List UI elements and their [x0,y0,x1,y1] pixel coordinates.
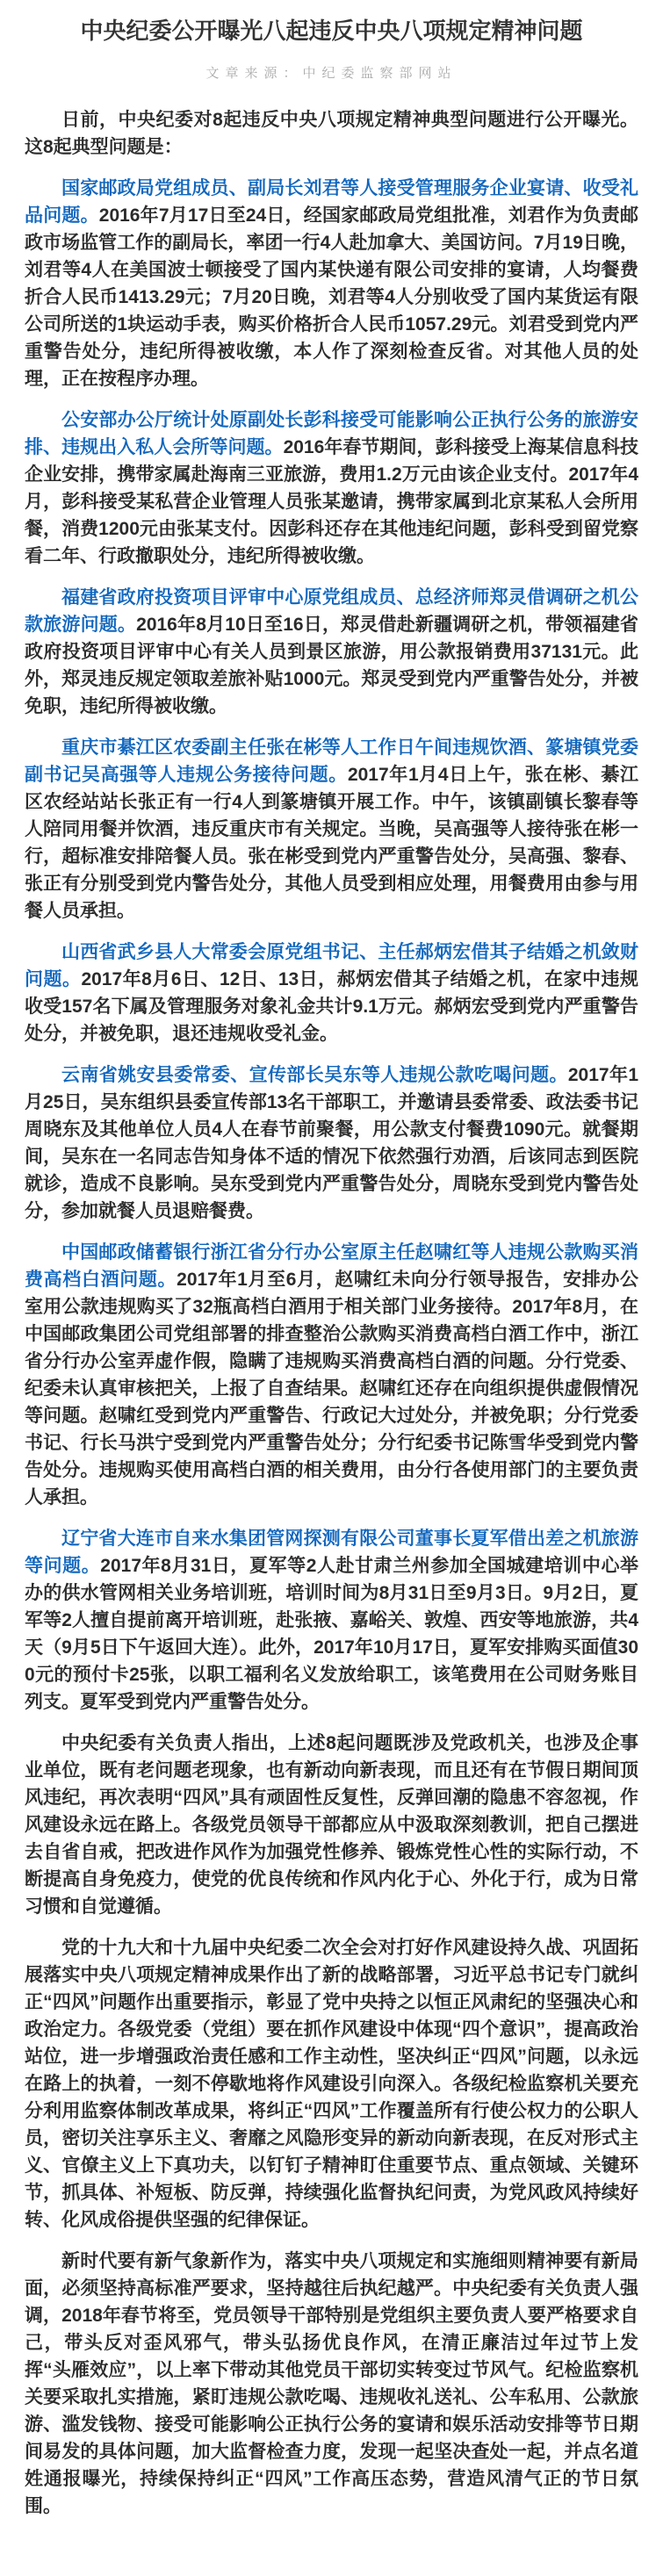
case-heading: 公安部办公厅统计处原副处长彭科接受可能影响公正执行公务的旅游安排、违规出入私人会所等问题。 [25,410,638,457]
case-paragraph [25,407,638,570]
case-body: 2017年1月25日，吴东组织县委宣传部13名干部职工，并邀请县委常委、政法委书记周晓东及其他单位人员4人在春节前聚餐，用公款支付餐费1090元。就餐期间，吴东在一名同志告知身体不适的情况下依然强行劝酒，后该同志到医院就诊，造成不良影响。吴东受到党内严重警告处分，周晓东受到党内警告处分，参加就餐人员退赔餐费。 [25,1065,639,1221]
article-source: 文章来源：中纪委监察部网站 [205,65,458,81]
case-body: 2017年1月4日上午，张在彬、綦江区农经站站长张正有一行4人到篆塘镇开展工作。中午，该镇副镇长黎春等人陪同用餐并饮酒，违反重庆市有关规定。当晚，吴高强等人接待张在彬一行，超标准安排陪餐人员。张在彬受到党内严重警告处分，吴高强、黎春、张正有分别受到党内警告处分，其他人员受到相应处理，用餐费用由参与用餐人员承担。 [25,765,639,921]
case-paragraph [25,939,638,1047]
page-title: 中央纪委公开曝光八起违反中央八项规定精神问题 [80,18,583,44]
closing-paragraph: 中央纪委有关负责人指出，上述8起问题既涉及党政机关，也涉及企事业单位，既有老问题老现象，也有新动向新表现，而且还有在节假日期间顶风违纪，再次表明“四风”具有顽固性反复性，反弹回潮的隐患不容忽视，作风建设永远在路上。各级党员领导干部都应从中汲取深刻教训，把自己摆进去自省自戒，把改进作风作为加强党性修养、锻炼党性心性的实际行动，不断提高自身免疫力，使党的优良传统和作风内化于心、外化于行，成为日常习惯和自觉遵循。 [25,1733,638,1917]
case-paragraph [25,584,638,720]
case-heading: 重庆市綦江区农委副主任张在彬等人工作日午间违规饮酒、篆塘镇党委副书记吴高强等人违规公务接待问题。 [25,738,638,785]
case-body: 2017年1月至6月，赵啸红未向分行领导报告，安排办公室用公款违规购买了32瓶高档白酒用于相关部门业务接待。2017年8月，在中国邮政集团公司党组部署的排查整治公款购买消费高档白酒工作中，浙江省分行办公室弄虚作假，隐瞒了违规购买消费高档白酒的问题。分行党委、纪委未认真审核把关，上报了自查结果。赵啸红还存在向组织提供虚假情况等问题。赵啸红受到党内严重警告、行政记大过处分，并被免职；分行党委书记、行长马洪宁受到党内严重警告处分；分行纪委书记陈雪华受到党内警告处分。违规购买使用高档白酒的相关费用，由分行各使用部门的主要负责人承担。 [25,1270,638,1507]
case-body: 2016年8月10日至16日，郑灵借赴新疆调研之机，带领福建省政府投资项目评审中心有关人员到景区旅游，用公款报销费用37131元。此外，郑灵违反规定领取差旅补贴1000元。郑灵受到党内严重警告处分，并被免职，违纪所得被收缴。 [25,615,638,716]
case-paragraph [25,1525,638,1716]
case-heading: 中国邮政储蓄银行浙江省分行办公室原主任赵啸红等人违规公款购买消费高档白酒问题。 [25,1242,638,1290]
closing-paragraph: 新时代要有新气象新作为，落实中央八项规定和实施细则精神要有新局面，必须坚持高标准严要求，坚持越往后执纪越严。中央纪委有关负责人强调，2018年春节将至，党员领导干部特别是党组织主要负责人要严格要求自己，带头反对歪风邪气，带头弘扬优良作风，在清正廉洁过年过节上发挥“头雁效应”，以上率下带动其他党员干部切实转变过节风气。纪检监察机关要采取扎实措施，紧盯违规公款吃喝、违规收礼送礼、公车私用、公款旅游、滥发钱物、接受可能影响公正执行公务的宴请和娱乐活动安排等节日期间易发的具体问题，加大监督检查力度，发现一起坚决查处一起，并点名道姓通报曝光，持续保持纠正“四风”工作高压态势，营造风清气正的节日氛围。 [25,2251,638,2516]
case-heading: 山西省武乡县人大常委会原党组书记、主任郝炳宏借其子结婚之机敛财问题。 [25,942,638,989]
case-body: 2016年春节期间，彭科接受上海某信息科技企业安排，携带家属赴海南三亚旅游，费用1.2万元由该企业支付。2017年4月，彭科接受某私营企业管理人员张某邀请，携带家属到北京某私人会所用餐，消费1200元由张某支付。因彭科还存在其他违纪问题，彭科受到留党察看二年、行政撤职处分，违纪所得被收缴。 [25,437,638,566]
case-body: 2017年8月6日、12日、13日，郝炳宏借其子结婚之机，在家中违规收受157名下属及管理服务对象礼金共计9.1万元。郝炳宏受到党内严重警告处分，并被免职，退还违规收受礼金。 [25,969,639,1044]
case-heading: 云南省姚安县委常委、宣传部长吴东等人违规公款吃喝问题。 [61,1065,568,1085]
case-paragraph [25,1239,638,1511]
intro-paragraph: 日前，中央纪委对8起违反中央八项规定精神典型问题进行公开曝光。这8起典型问题是： [25,110,638,157]
case-body: 2017年8月31日，夏军等2人赴甘肃兰州参加全国城建培训中心举办的供水管网相关业务培训班，培训时间为8月31日至9月3日。9月2日，夏军等2人擅自提前离开培训班，赴张掖、嘉峪关、敦煌、西安等地旅游，共4天（9月5日下午返回大连）。此外，2017年10月17日，夏军安排购买面值300元的预付卡25张，以职工福利名义发放给职工，该笔费用在公司财务账目列支。夏军受到党内严重警告处分。 [25,1556,639,1712]
case-body: 2016年7月17日至24日，经国家邮政局党组批准，刘君作为负责邮政市场监管工作的副局长，率团一行4人赴加拿大、美国访问。7月19日晚，刘君等4人在美国波士顿接受了国内某快递有限公司安排的宴请，人均餐费折合人民币1413.29元；7月20日晚，刘君等4人分别收受了国内某货运有限公司所送的1块运动手表，购买价格折合人民币1057.29元。刘君受到党内严重警告处分，违纪所得被收缴，本人作了深刻检查反省。对其他人员的处理，正在按程序办理。 [25,205,638,389]
case-paragraph [25,175,638,392]
case-heading: 辽宁省大连市自来水集团管网探测有限公司董事长夏军借出差之机旅游等问题。 [25,1529,638,1576]
case-heading: 福建省政府投资项目评审中心原党组成员、总经济师郑灵借调研之机公款旅游问题。 [25,587,638,635]
case-paragraph [25,1061,638,1225]
case-paragraph [25,734,638,925]
closing-paragraph: 党的十九大和十九届中央纪委二次全会对打好作风建设持久战、巩固拓展落实中央八项规定精神成果作出了新的战略部署，习近平总书记专门就纠正“四风”问题作出重要指示，彰显了党中央持之以恒正风肃纪的坚强决心和政治定力。各级党委（党组）要在抓作风建设中体现“四个意识”，提高政治站位，进一步增强政治责任感和工作主动性，坚决纠正“四风”问题，以永远在路上的执着，一刻不停歇地将作风建设引向深入。各级纪检监察机关要充分利用监察体制改革成果，将纠正“四风”工作覆盖所有行使公权力的公职人员，密切关注享乐主义、奢靡之风隐形变异的新动向新表现，在反对形式主义、官僚主义上下真功夫，以钉钉子精神盯住重要节点、重点领域、关键环节，抓具体、补短板、防反弹，持续强化监督执纪问责，为党风政风持续好转、化风成俗提供坚强的纪律保证。 [25,1938,638,2230]
case-heading: 国家邮政局党组成员、副局长刘君等人接受管理服务企业宴请、收受礼品问题。 [25,178,638,226]
